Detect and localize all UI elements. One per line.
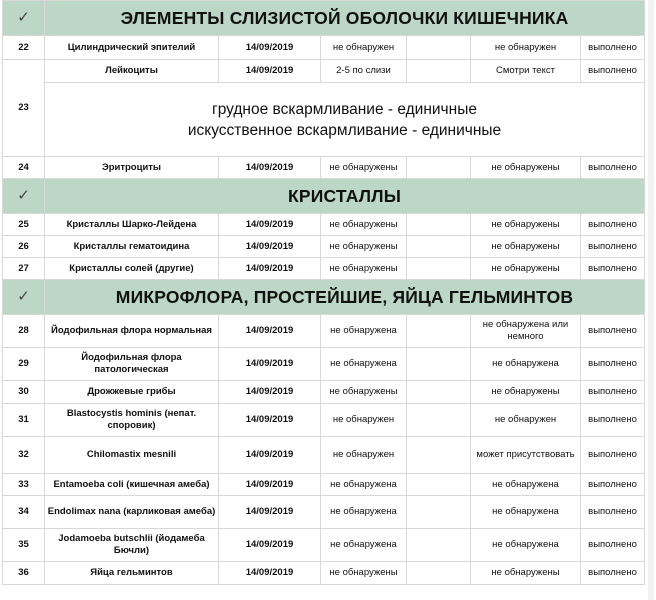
row-number: 30	[3, 381, 45, 404]
test-extra	[407, 348, 471, 381]
test-status: выполнено	[581, 529, 645, 562]
test-name: Кристаллы гематоидина	[45, 236, 219, 258]
test-extra	[407, 496, 471, 529]
test-status: выполнено	[581, 315, 645, 348]
table-row	[3, 404, 645, 437]
test-status: выполнено	[581, 60, 645, 83]
section-title: ЭЛЕМЕНТЫ СЛИЗИСТОЙ ОБОЛОЧКИ КИШЕЧНИКА	[45, 1, 645, 36]
row-number: 35	[3, 529, 45, 562]
test-result: не обнаружена	[321, 474, 407, 496]
test-extra	[407, 236, 471, 258]
test-name: Эритроциты	[45, 157, 219, 179]
table-row	[3, 348, 645, 381]
reference-note	[45, 83, 645, 157]
test-reference: не обнаружена или немного	[471, 315, 581, 348]
test-date: 14/09/2019	[219, 348, 321, 381]
table-row	[3, 437, 645, 474]
row-number: 29	[3, 348, 45, 381]
table-row	[3, 381, 645, 404]
test-date: 14/09/2019	[219, 258, 321, 280]
test-result: не обнаружены	[321, 258, 407, 280]
test-name: Йодофильная флора нормальная	[45, 315, 219, 348]
test-name: Endolimax nana (карликовая амеба)	[45, 496, 219, 529]
test-result: не обнаружена	[321, 529, 407, 562]
test-reference: не обнаружена	[471, 348, 581, 381]
row-number: 36	[3, 562, 45, 585]
results-table	[2, 0, 645, 585]
test-name: Jodamoeba butschlii (йодамеба Бючли)	[45, 529, 219, 562]
row-number: 22	[3, 36, 45, 60]
test-reference: не обнаружены	[471, 236, 581, 258]
test-date: 14/09/2019	[219, 437, 321, 474]
test-result: не обнаружена	[321, 496, 407, 529]
section-header-microflora	[3, 280, 645, 315]
test-extra	[407, 437, 471, 474]
test-date: 14/09/2019	[219, 157, 321, 179]
row-number: 34	[3, 496, 45, 529]
test-name: Дрожжевые грибы	[45, 381, 219, 404]
test-extra	[407, 258, 471, 280]
test-extra	[407, 157, 471, 179]
test-extra	[407, 404, 471, 437]
row-number: 25	[3, 214, 45, 236]
test-result: не обнаружены	[321, 157, 407, 179]
test-result: не обнаружены	[321, 214, 407, 236]
test-status: выполнено	[581, 437, 645, 474]
section-header-mucosa	[3, 1, 645, 36]
test-reference: может присутствовать	[471, 437, 581, 474]
test-date: 14/09/2019	[219, 60, 321, 83]
check-icon[interactable]: ✓	[3, 280, 45, 315]
section-title: МИКРОФЛОРА, ПРОСТЕЙШИЕ, ЯЙЦА ГЕЛЬМИНТОВ	[45, 280, 645, 315]
scrollbar[interactable]	[648, 0, 654, 600]
test-status: выполнено	[581, 214, 645, 236]
test-result: не обнаружена	[321, 348, 407, 381]
test-extra	[407, 214, 471, 236]
check-icon[interactable]: ✓	[3, 179, 45, 214]
test-name: Entamoeba coli (кишечная амеба)	[45, 474, 219, 496]
test-name: Chilomastix mesnili	[45, 437, 219, 474]
test-status: выполнено	[581, 496, 645, 529]
test-reference: не обнаружена	[471, 474, 581, 496]
test-reference: Смотри текст	[471, 60, 581, 83]
row-number: 23	[3, 60, 45, 157]
table-row	[3, 315, 645, 348]
test-reference: не обнаружена	[471, 496, 581, 529]
table-row	[3, 157, 645, 179]
test-name: Цилиндрический эпителий	[45, 36, 219, 60]
test-reference: не обнаружены	[471, 562, 581, 585]
test-reference: не обнаружены	[471, 381, 581, 404]
test-status: выполнено	[581, 157, 645, 179]
test-status: выполнено	[581, 36, 645, 60]
test-date: 14/09/2019	[219, 381, 321, 404]
test-reference: не обнаружен	[471, 36, 581, 60]
test-date: 14/09/2019	[219, 562, 321, 585]
note-line: грудное вскармливание - единичные	[212, 100, 477, 118]
table-row-note	[3, 83, 645, 157]
test-date: 14/09/2019	[219, 474, 321, 496]
test-date: 14/09/2019	[219, 315, 321, 348]
test-result: не обнаружен	[321, 437, 407, 474]
test-name: Blastocystis hominis (непат. споровик)	[45, 404, 219, 437]
table-row	[3, 236, 645, 258]
table-row	[3, 529, 645, 562]
test-result: не обнаружен	[321, 36, 407, 60]
note-line: искусственное вскармливание - единичные	[187, 121, 502, 139]
test-status: выполнено	[581, 236, 645, 258]
test-extra	[407, 315, 471, 348]
row-number: 32	[3, 437, 45, 474]
test-status: выполнено	[581, 474, 645, 496]
section-header-crystals	[3, 179, 645, 214]
test-extra	[407, 36, 471, 60]
test-reference: не обнаружена	[471, 529, 581, 562]
row-number: 31	[3, 404, 45, 437]
test-extra	[407, 529, 471, 562]
test-status: выполнено	[581, 348, 645, 381]
row-number: 33	[3, 474, 45, 496]
table-row	[3, 36, 645, 60]
test-reference: не обнаружены	[471, 258, 581, 280]
test-date: 14/09/2019	[219, 214, 321, 236]
row-number: 26	[3, 236, 45, 258]
test-date: 14/09/2019	[219, 236, 321, 258]
test-date: 14/09/2019	[219, 496, 321, 529]
test-result: не обнаружены	[321, 236, 407, 258]
test-extra	[407, 562, 471, 585]
table-row	[3, 562, 645, 585]
test-date: 14/09/2019	[219, 404, 321, 437]
test-name: Кристаллы солей (другие)	[45, 258, 219, 280]
check-icon[interactable]: ✓	[3, 1, 45, 36]
row-number: 28	[3, 315, 45, 348]
row-number: 24	[3, 157, 45, 179]
test-reference: не обнаружены	[471, 157, 581, 179]
test-date: 14/09/2019	[219, 529, 321, 562]
test-result: не обнаружена	[321, 315, 407, 348]
section-title: КРИСТАЛЛЫ	[45, 179, 645, 214]
test-result: не обнаружены	[321, 381, 407, 404]
test-status: выполнено	[581, 562, 645, 585]
test-reference: не обнаружены	[471, 214, 581, 236]
table-row	[3, 258, 645, 280]
table-row	[3, 60, 645, 83]
test-result: 2-5 по слизи	[321, 60, 407, 83]
test-name: Кристаллы Шарко-Лейдена	[45, 214, 219, 236]
test-result: не обнаружен	[321, 404, 407, 437]
test-date: 14/09/2019	[219, 36, 321, 60]
test-extra	[407, 381, 471, 404]
row-number: 27	[3, 258, 45, 280]
test-result: не обнаружены	[321, 562, 407, 585]
test-extra	[407, 60, 471, 83]
test-reference: не обнаружен	[471, 404, 581, 437]
test-name: Лейкоциты	[45, 60, 219, 83]
test-name: Йодофильная флора патологическая	[45, 348, 219, 381]
test-status: выполнено	[581, 404, 645, 437]
test-extra	[407, 474, 471, 496]
table-row	[3, 214, 645, 236]
table-row	[3, 474, 645, 496]
table-row	[3, 496, 645, 529]
results-page	[2, 0, 648, 585]
test-status: выполнено	[581, 258, 645, 280]
test-name: Яйца гельминтов	[45, 562, 219, 585]
test-status: выполнено	[581, 381, 645, 404]
